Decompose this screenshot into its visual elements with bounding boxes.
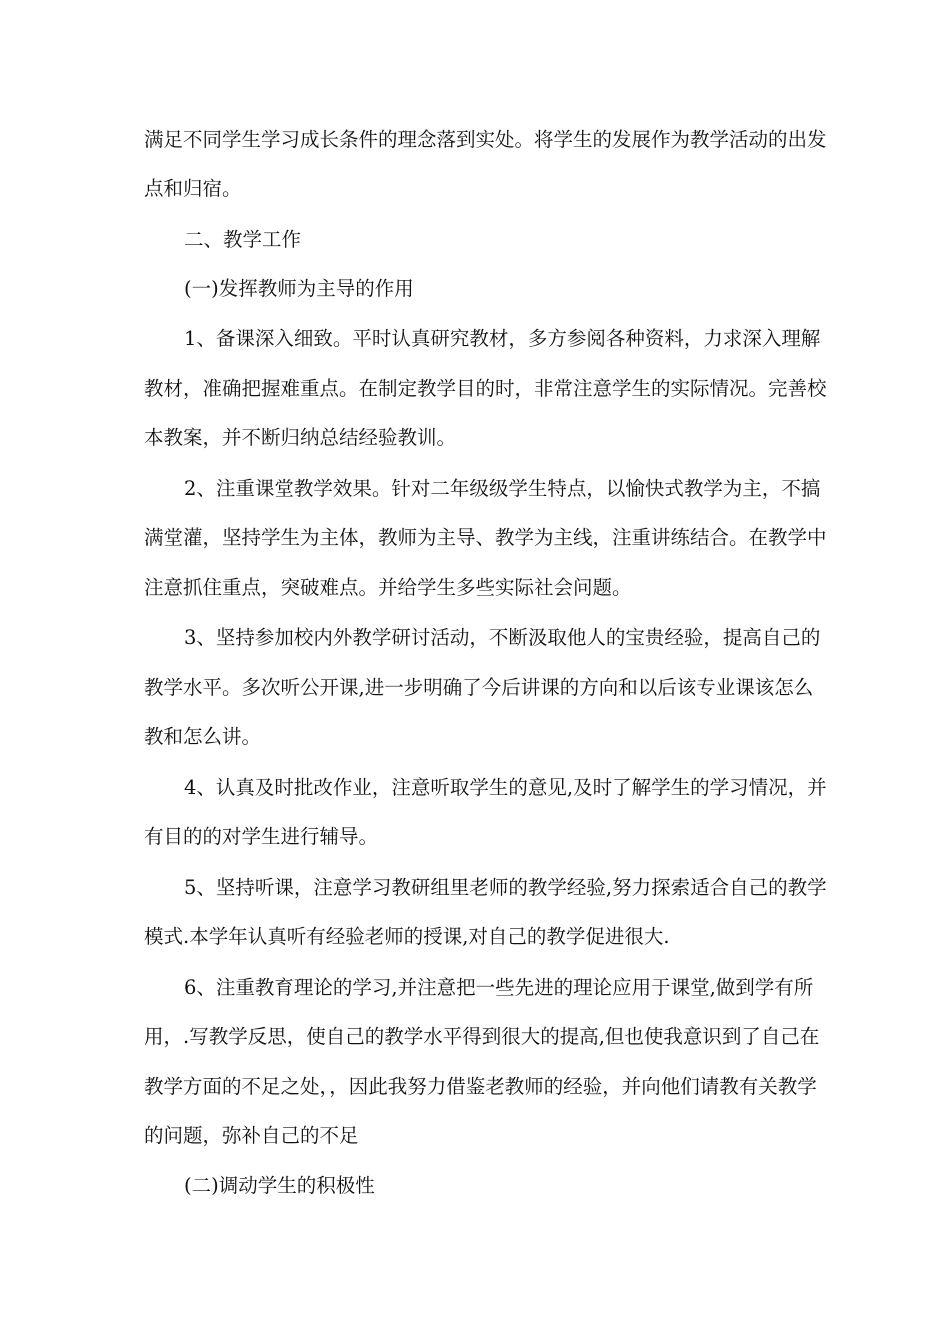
item-2-line-3: 注意抓住重点，突破难点。并给学生多些实际社会问题。 bbox=[144, 576, 632, 599]
subsection-heading-1: (一)发挥教师为主导的作用 bbox=[184, 277, 414, 300]
paragraph-intro-line-2: 点和归宿。 bbox=[144, 177, 242, 200]
section-heading-teaching-work: 二、教学工作 bbox=[184, 228, 302, 251]
item-1-line-1: 1、备课深入细致。平时认真研究教材，多方参阅各种资料，力求深入理解 bbox=[184, 327, 821, 350]
item-6-line-4: 的问题，弥补自己的不足 bbox=[144, 1124, 359, 1147]
item-5-line-2: 模式.本学年认真听有经验老师的授课,对自己的教学促进很大. bbox=[144, 925, 670, 948]
item-4-line-1: 4、认真及时批改作业，注意听取学生的意见,及时了解学生的学习情况，并 bbox=[184, 776, 827, 799]
item-3-line-3: 教和怎么讲。 bbox=[144, 725, 262, 748]
item-6-line-1: 6、注重教育理论的学习,并注意把一些先进的理论应用于课堂,做到学有所 bbox=[184, 976, 814, 999]
paragraph-intro-line-1: 满足不同学生学习成长条件的理念落到实处。将学生的发展作为教学活动的出发 bbox=[144, 128, 827, 151]
subsection-heading-2: (二)调动学生的积极性 bbox=[184, 1174, 375, 1197]
item-1-line-3: 本教案，并不断归纳总结经验教训。 bbox=[144, 426, 457, 449]
item-6-line-3: 教学方面的不足之处，，因此我努力借鉴老教师的经验，并向他们请教有关教学 bbox=[144, 1075, 817, 1098]
item-1-line-2: 教材，准确把握难重点。在制定教学目的时，非常注意学生的实际情况。完善校 bbox=[144, 377, 827, 400]
item-2-line-1: 2、注重课堂教学效果。针对二年级级学生特点，以愉快式教学为主，不搞 bbox=[184, 477, 821, 500]
item-2-line-2: 满堂灌，坚持学生为主体，教师为主导、教学为主线，注重讲练结合。在教学中 bbox=[144, 526, 827, 549]
item-5-line-1: 5、坚持听课，注意学习教研组里老师的教学经验,努力探索适合自己的教学 bbox=[184, 876, 827, 899]
item-3-line-1: 3、坚持参加校内外教学研讨活动，不断汲取他人的宝贵经验，提高自己的 bbox=[184, 626, 821, 649]
item-3-line-2: 教学水平。多次听公开课,进一步明确了今后讲课的方向和以后该专业课该怎么 bbox=[144, 676, 814, 699]
item-6-line-2: 用，.写教学反思，使自己的教学水平得到很大的提高,但也使我意识到了自己在 bbox=[144, 1025, 820, 1048]
item-4-line-2: 有目的的对学生进行辅导。 bbox=[144, 825, 379, 848]
